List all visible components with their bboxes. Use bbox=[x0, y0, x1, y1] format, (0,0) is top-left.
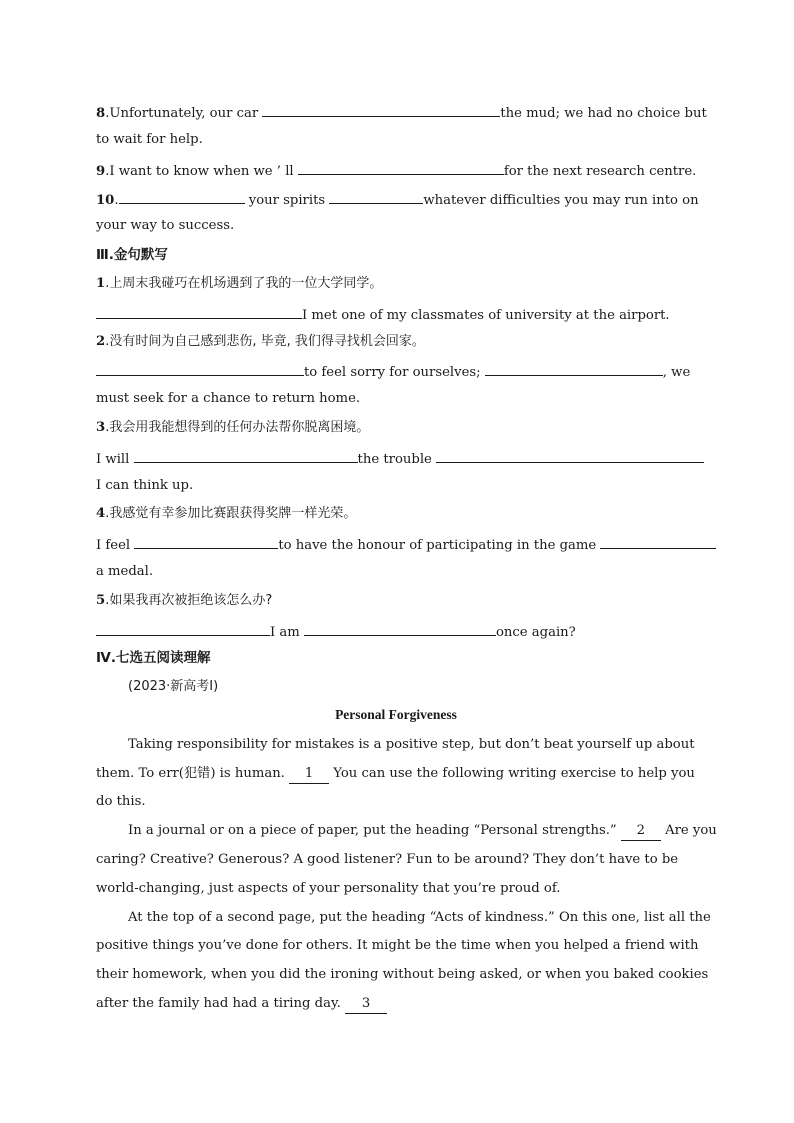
section-3-heading: Ⅲ.金句默写 bbox=[96, 247, 168, 263]
passage-title: Personal Forgiveness bbox=[335, 707, 457, 722]
item-8-line1: 8.Unfortunately, our car the mud; we had no choice but bbox=[96, 102, 700, 123]
p3-line3: their homework, when you did the ironing without being asked, or when you baked cookies bbox=[96, 967, 709, 982]
q3-blank-2[interactable] bbox=[436, 448, 704, 463]
q3-prompt: 3.我会用我能想得到的任何办法帮你脱离困境。 bbox=[96, 420, 370, 435]
q4-answer-line1: I feel to have the honour of participating in the game bbox=[96, 534, 700, 555]
p2-line1: In a journal or on a piece of paper, put the heading “Personal strengths.” 2 Are you bbox=[128, 822, 700, 841]
q2-answer-line1: to feel sorry for ourselves; , we bbox=[96, 361, 700, 382]
item-8-line2: to wait for help. bbox=[96, 132, 203, 147]
q1-prompt: 1.上周末我碰巧在机场遇到了我的一位大学同学。 bbox=[96, 276, 383, 291]
blank-2[interactable]: 2 bbox=[621, 822, 661, 841]
q2-answer-line2: must seek for a chance to return home. bbox=[96, 391, 361, 406]
blank-3[interactable]: 3 bbox=[345, 995, 387, 1014]
p3-line1: At the top of a second page, put the heading “Acts of kindness.” On this one, list all the bbox=[128, 910, 711, 925]
q4-blank-1[interactable] bbox=[134, 534, 278, 549]
q3-answer-line1: I will the trouble bbox=[96, 448, 700, 469]
item-8-number: 8 bbox=[96, 106, 106, 121]
p3-line4: after the family had had a tiring day. 3 bbox=[96, 995, 700, 1014]
q4-blank-2[interactable] bbox=[600, 534, 716, 549]
item-10-line1: 10. your spirits whatever difficulties you may run into on bbox=[96, 189, 700, 210]
item-10-blank-1[interactable] bbox=[119, 189, 245, 204]
q2-prompt: 2.没有时间为自己感到悲伤, 毕竟, 我们得寻找机会回家。 bbox=[96, 334, 425, 349]
item-10-number: 10 bbox=[96, 193, 115, 208]
q5-blank-2[interactable] bbox=[304, 621, 496, 636]
q3-answer-line2: I can think up. bbox=[96, 478, 194, 493]
q4-answer-line2: a medal. bbox=[96, 564, 154, 579]
q5-answer-line: I am once again? bbox=[96, 621, 700, 642]
p1-line2: them. To err(犯错) is human. 1 You can use the following writing exercise to help you bbox=[96, 765, 700, 784]
q1-blank[interactable] bbox=[96, 304, 302, 319]
p2-line2: caring? Creative? Generous? A good listener? Fun to be around? They don’t have to be bbox=[96, 852, 679, 867]
p2-line3: world-changing, just aspects of your personality that you’re proud of. bbox=[96, 881, 561, 896]
blank-1[interactable]: 1 bbox=[289, 765, 329, 784]
section-4-heading: Ⅳ.七选五阅读理解 bbox=[96, 650, 211, 666]
q5-blank-1[interactable] bbox=[96, 621, 270, 636]
q2-blank-1[interactable] bbox=[96, 361, 304, 376]
item-10-blank-2[interactable] bbox=[329, 189, 423, 204]
p1-line1: Taking responsibility for mistakes is a positive step, but don’t beat yourself up about bbox=[128, 737, 695, 752]
p1-line3: do this. bbox=[96, 794, 146, 809]
q2-blank-2[interactable] bbox=[485, 361, 663, 376]
q1-answer-line: I met one of my classmates of university at the airport. bbox=[96, 304, 700, 325]
item-9-number: 9 bbox=[96, 164, 106, 179]
item-9-blank[interactable] bbox=[298, 160, 504, 175]
p3-line2: positive things you’ve done for others. It might be the time when you helped a friend with bbox=[96, 938, 699, 953]
q5-prompt: 5.如果我再次被拒绝该怎么办? bbox=[96, 593, 273, 608]
item-9-line: 9.I want to know when we ’ ll for the next research centre. bbox=[96, 160, 700, 181]
q3-blank-1[interactable] bbox=[134, 448, 358, 463]
source-note: (2023·新高考Ⅰ) bbox=[128, 679, 219, 694]
item-10-line2: your way to success. bbox=[96, 218, 235, 233]
item-8-blank[interactable] bbox=[262, 102, 500, 117]
q4-prompt: 4.我感觉有幸参加比赛跟获得奖牌一样光荣。 bbox=[96, 506, 357, 521]
